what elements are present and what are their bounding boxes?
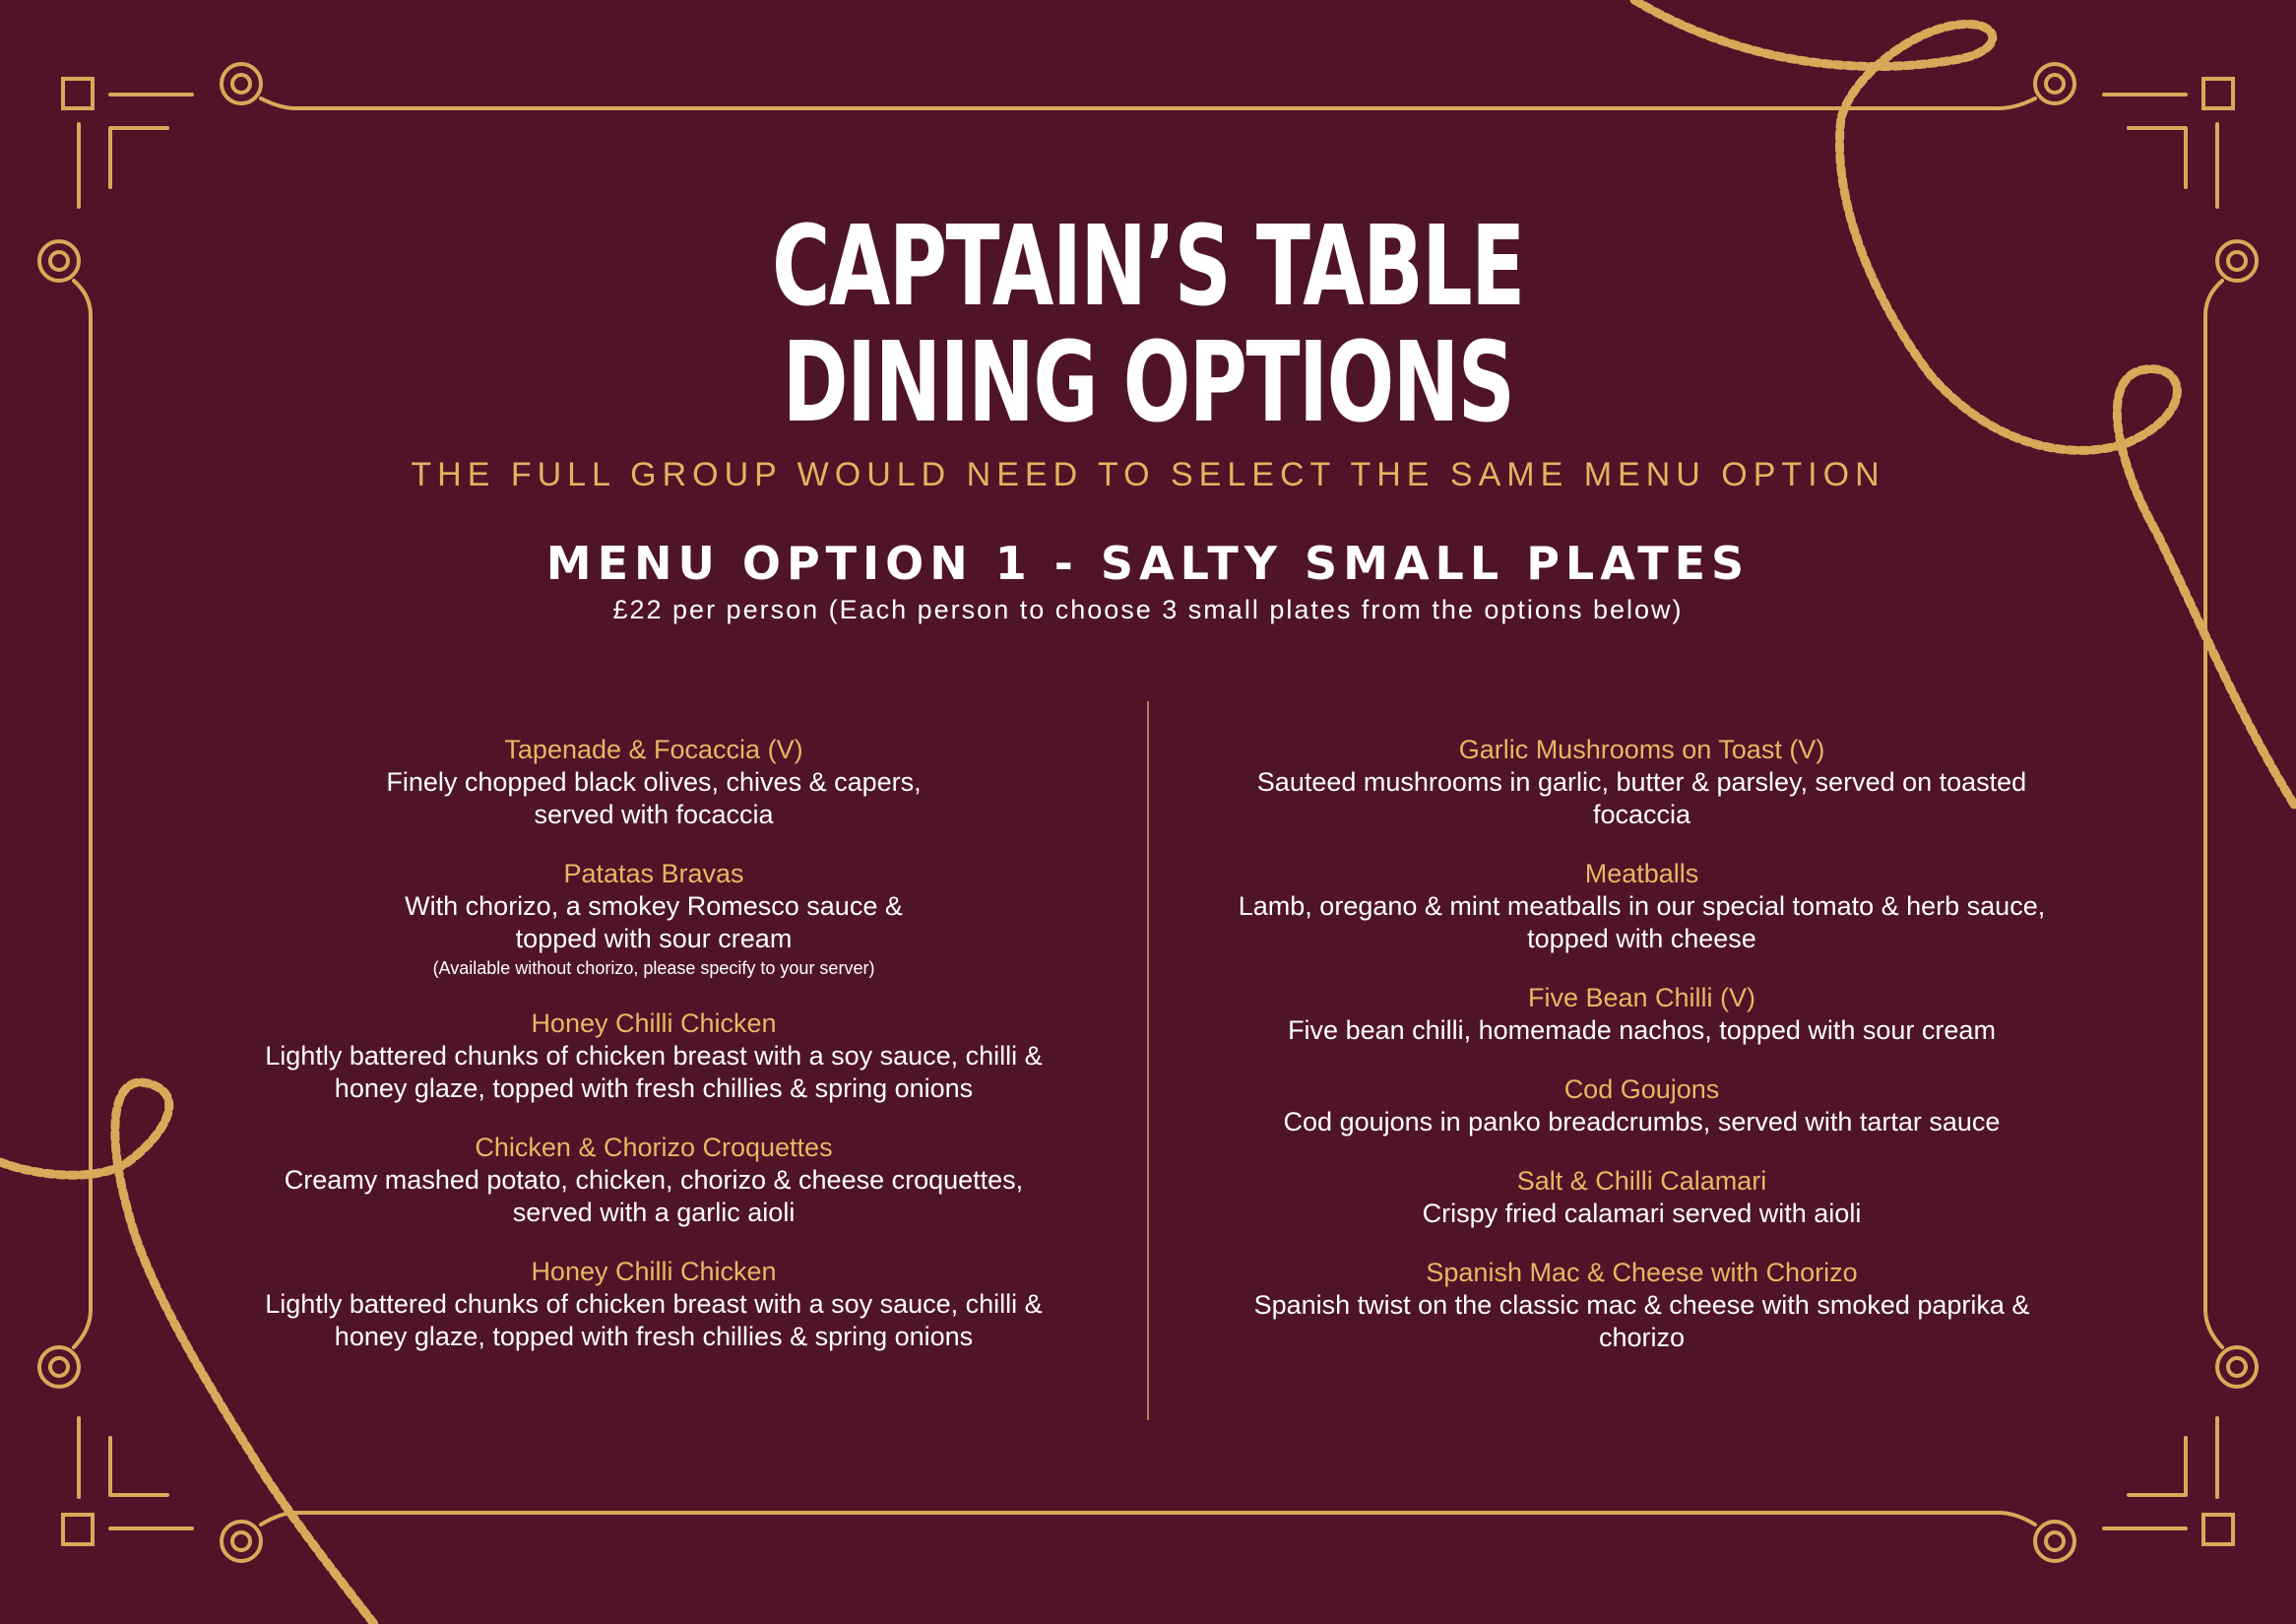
menu-item [226,1007,1081,1105]
menu-item-note: (Available without chorizo, please specify to your server) [432,958,875,978]
group-notice: THE FULL GROUP WOULD NEED TO SELECT THE SAME MENU OPTION [411,456,1885,493]
menu-item-desc: honey glaze, topped with fresh chillies & spring onions [334,1322,974,1351]
menu-item-desc: honey glaze, topped with fresh chillies & spring onions [334,1073,974,1103]
menu-item [226,1256,1081,1353]
menu-item-name: Honey Chilli Chicken [531,1257,777,1286]
menu-item-desc: chorizo [1598,1323,1686,1352]
menu-item-desc: Crispy fried calamari served with aioli [1422,1199,1862,1228]
menu-item-desc: Lightly battered chunks of chicken breast with a soy sauce, chilli & [265,1289,1043,1319]
menu-item [1201,858,2082,955]
menu-item-name: Spanish Mac & Cheese with Chorizo [1426,1258,1858,1287]
menu-item [1201,1165,2082,1230]
menu-item-desc: With chorizo, a smokey Romesco sauce & [405,891,903,921]
menu-item [1201,982,2082,1047]
menu-item [1201,1073,2082,1138]
menu-option-price: £22 per person (Each person to choose 3 small plates from the options below) [612,595,1684,624]
menu-item-desc: Spanish twist on the classic mac & cheese with smoked paprika & [1253,1290,2030,1320]
menu-item-desc: Finely chopped black olives, chives & capers, [386,767,922,797]
menu-item-desc: served with a garlic aioli [512,1198,796,1227]
menu-item-desc: served with focaccia [534,800,774,829]
column-divider [1147,701,1149,1420]
menu-item [1201,734,2082,831]
menu-item-name: Meatballs [1584,859,1699,888]
menu-item [226,858,1081,981]
menu-item-name: Honey Chilli Chicken [531,1008,777,1038]
menu-item-name: Tapenade & Focaccia (V) [504,735,803,764]
menu-item-desc: topped with cheese [1527,924,1756,953]
menu-item [226,734,1081,831]
menu-item-desc: Cod goujons in panko breadcrumbs, served with tartar sauce [1283,1107,2001,1137]
right-menu-column [1201,734,2082,1354]
menu-item-name: Chicken & Chorizo Croquettes [475,1133,833,1162]
menu-item-name: Salt & Chilli Calamari [1516,1166,1767,1196]
menu-option-title: MENU OPTION 1 - SALTY SMALL PLATES [545,537,1751,590]
left-menu-column [226,734,1081,1353]
menu-item-desc: focaccia [1592,800,1691,829]
menu-item-desc: Five bean chilli, homemade nachos, topped with sour cream [1288,1015,1996,1045]
menu-item [226,1132,1081,1229]
menu-item-desc: topped with sour cream [515,924,793,953]
menu-item-desc: Sauteed mushrooms in garlic, butter & parsley, served on toasted [1256,767,2027,797]
menu-item-name: Five Bean Chilli (V) [1527,983,1756,1012]
menu-item-name: Garlic Mushrooms on Toast (V) [1458,735,1825,764]
menu-item-name: Cod Goujons [1563,1074,1720,1104]
title-line-1: CAPTAIN’S TABLE [772,203,1524,331]
menu-item-desc: Lightly battered chunks of chicken breast with a soy sauce, chilli & [265,1041,1043,1071]
menu-item-desc: Creamy mashed potato, chicken, chorizo & cheese croquettes, [284,1165,1024,1195]
menu-item-desc: Lamb, oregano & mint meatballs in our special tomato & herb sauce, [1238,891,2046,921]
title-line-2: DINING OPTIONS [782,319,1514,447]
menu-item-name: Patatas Bravas [563,859,744,888]
menu-item [1201,1257,2082,1354]
